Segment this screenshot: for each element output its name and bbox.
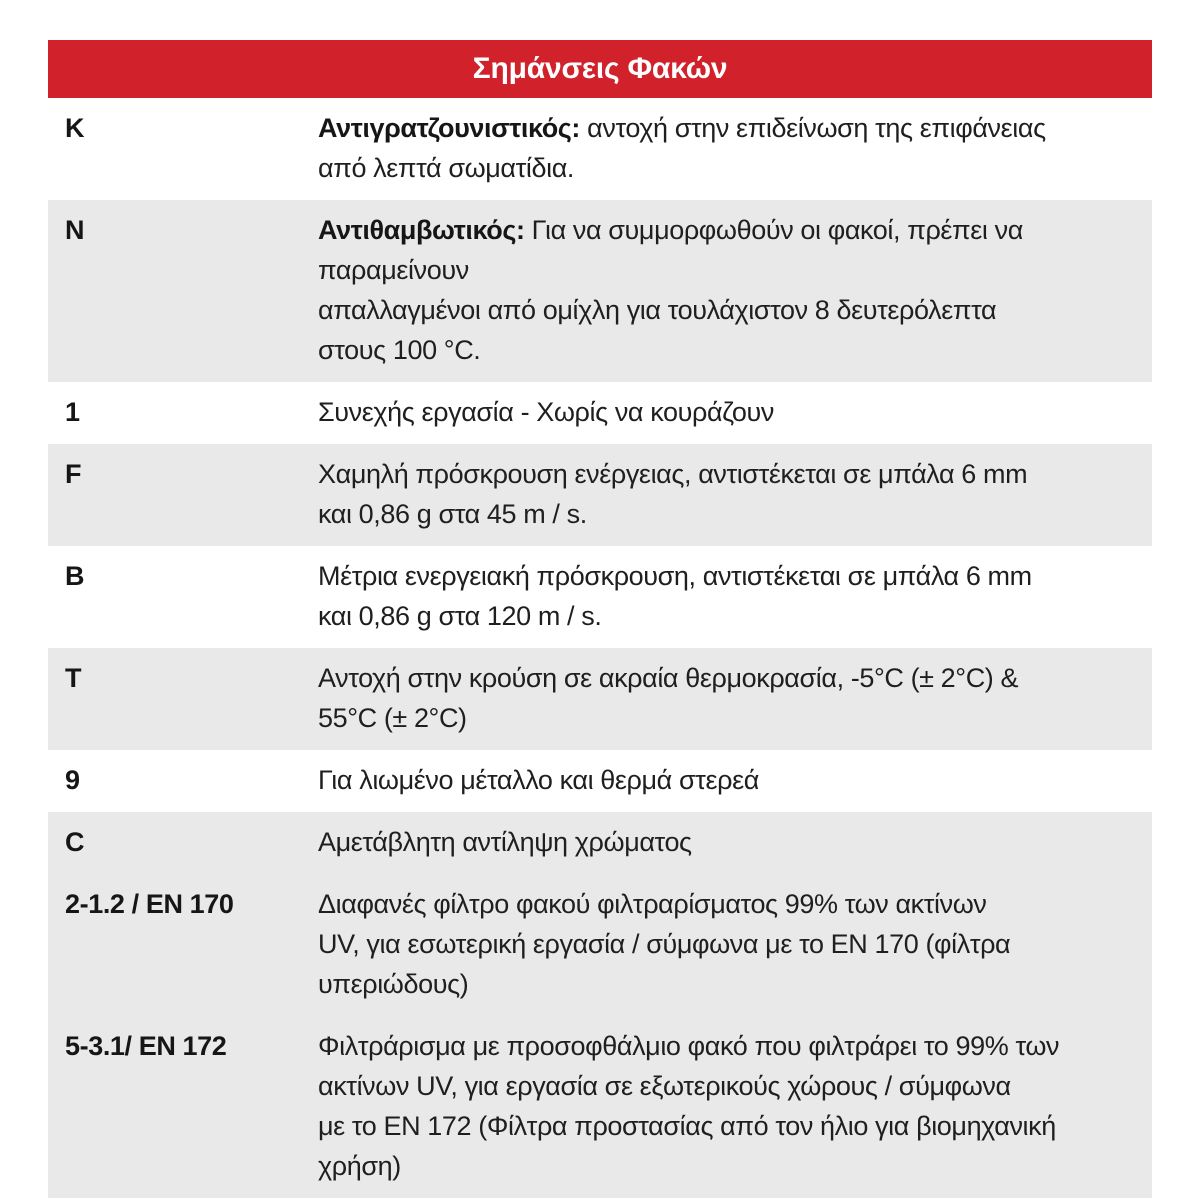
row-code: 5-3.1/ EN 172: [65, 1031, 227, 1061]
row-description: [318, 392, 1152, 432]
row-description: [318, 454, 1152, 534]
row-description: [318, 1026, 1152, 1186]
row-description-lead: Αντιθαμβωτικός:: [318, 215, 525, 245]
row-code: N: [65, 215, 85, 245]
table-row: [48, 546, 1152, 648]
row-code: K: [65, 113, 85, 143]
lens-markings-table: [48, 40, 1152, 1198]
row-description-text: Αντοχή στην κρούση σε ακραία θερμοκρασία, -5°C (± 2°C) & 55°C (± 2°C): [318, 663, 1019, 733]
row-description: [318, 108, 1152, 188]
table-row: [48, 98, 1152, 200]
row-description: [318, 556, 1152, 636]
row-description-text: Συνεχής εργασία - Χωρίς να κουράζουν: [318, 397, 774, 427]
table-row: [48, 874, 1152, 1016]
row-description-text: Διαφανές φίλτρο φακού φιλτραρίσματος 99% των ακτίνων UV, για εσωτερική εργασία / σύμφωνα με το EN 170 (φίλτρα υπεριώδους): [318, 889, 1011, 999]
row-code: F: [65, 459, 82, 489]
row-description: [318, 210, 1152, 370]
row-code: B: [65, 561, 85, 591]
row-code: 9: [65, 765, 80, 795]
row-description-text: Για να συμμορφωθούν οι φακοί, πρέπει να παραμείνουν απαλλαγμένοι από ομίχλη για τουλάχιστον 8 δευτερόλεπτα στους 100 °C.: [318, 215, 1023, 365]
table-row: [48, 750, 1152, 812]
row-description: [318, 760, 1152, 800]
table-title: Σημάνσεις Φακών: [472, 52, 728, 85]
row-description: [318, 884, 1152, 1004]
row-description-text: Για λιωμένο μέταλλο και θερμά στερεά: [318, 765, 759, 795]
row-code: 1: [65, 397, 80, 427]
table-row: [48, 382, 1152, 444]
table-row: [48, 200, 1152, 382]
row-description-lead: Αντιγρατζουνιστικός:: [318, 113, 581, 143]
row-code: C: [65, 827, 85, 857]
row-description-text: Χαμηλή πρόσκρουση ενέργειας, αντιστέκεται σε μπάλα 6 mm και 0,86 g στα 45 m / s.: [318, 459, 1028, 529]
table-body: [48, 98, 1152, 1198]
row-description-text: Μέτρια ενεργειακή πρόσκρουση, αντιστέκεται σε μπάλα 6 mm και 0,86 g στα 120 m / s.: [318, 561, 1032, 631]
table-row: [48, 812, 1152, 874]
row-code: 2-1.2 / EN 170: [65, 889, 234, 919]
table-row: [48, 1016, 1152, 1198]
row-code: T: [65, 663, 82, 693]
row-description-text: αντοχή στην επιδείνωση της επιφάνειας από λεπτά σωματίδια.: [318, 113, 1046, 183]
table-row: [48, 444, 1152, 546]
row-description: [318, 658, 1152, 738]
row-description: [318, 822, 1152, 862]
row-description-text: Φιλτράρισμα με προσοφθάλμιο φακό που φιλτράρει το 99% των ακτίνων UV, για εργασία σε εξωτερικούς χώρους / σύμφωνα με το EN 172 (Φίλτρα προστασίας από τον ήλιο για βιομηχανική χρήση): [318, 1031, 1060, 1181]
table-row: [48, 648, 1152, 750]
table-header: [48, 40, 1152, 98]
row-description-text: Αμετάβλητη αντίληψη χρώματος: [318, 827, 692, 857]
